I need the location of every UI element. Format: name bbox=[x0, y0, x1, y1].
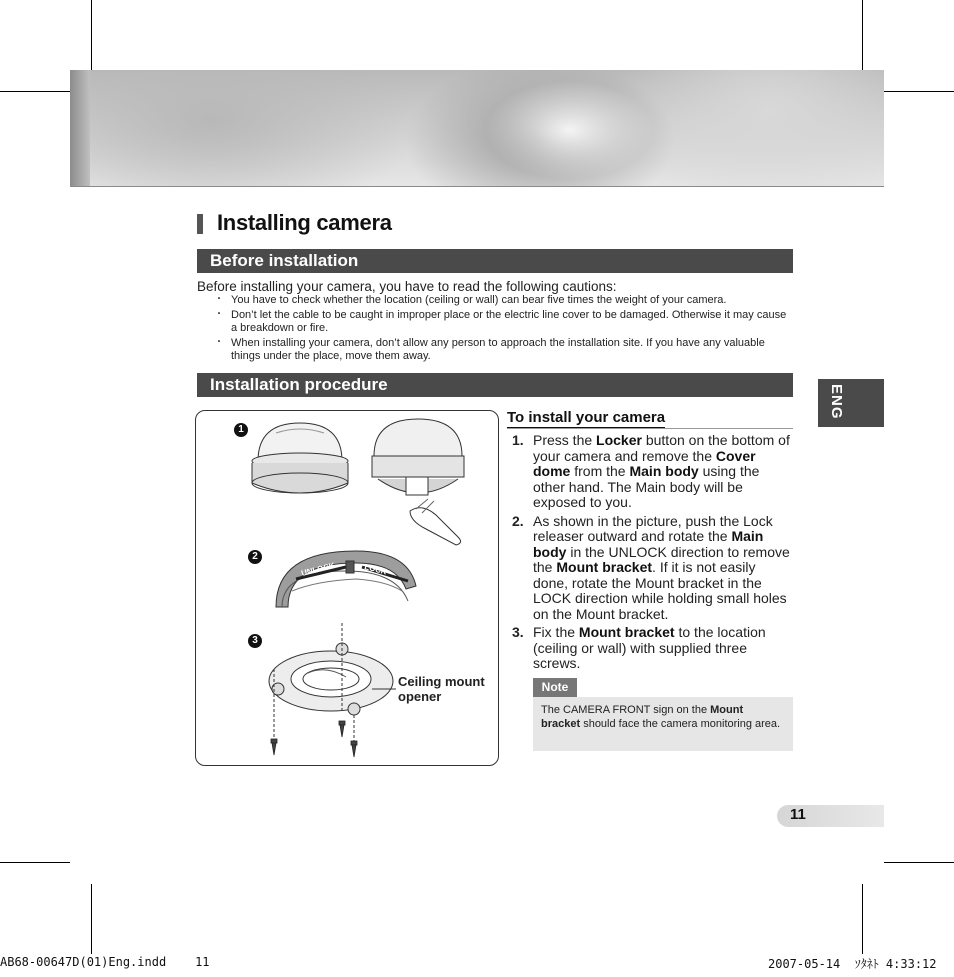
crop-mark-top-right-h bbox=[884, 91, 954, 92]
print-footer-timestamp: 2007-05-14 ｿﾀﾈﾄ 4:33:12 bbox=[768, 957, 937, 971]
note-box bbox=[533, 697, 793, 751]
crop-mark-bottom-left-v bbox=[91, 884, 92, 954]
step-badge: 2 bbox=[248, 550, 262, 564]
cautions-list bbox=[216, 294, 791, 365]
bold-term: Mount bracket bbox=[556, 559, 653, 575]
ceiling-mount-opener-label bbox=[398, 674, 485, 704]
install-step bbox=[510, 625, 794, 672]
bracket-unlock-illustration bbox=[276, 551, 416, 607]
crop-mark-top-right-v bbox=[862, 0, 863, 70]
step-number: 2. bbox=[512, 512, 524, 529]
step-text: Fix the Mount bracket to the location (ceiling or wall) with supplied three screws. bbox=[533, 624, 766, 671]
page-number: 11 bbox=[790, 806, 806, 823]
banner-edge bbox=[70, 70, 90, 186]
caution-item: ・ You have to check whether the location (ceiling or wall) can bear five times the weight of your camera. bbox=[216, 294, 791, 308]
bold-term: Mount bracket bbox=[578, 624, 675, 640]
step-badge: 3 bbox=[248, 634, 262, 648]
caution-item: ・ Don’t let the cable to be caught in improper place or the electric line cover to be damaged. Otherwise it may cause a breakdown or fire. bbox=[216, 309, 791, 336]
installation-illustration bbox=[196, 411, 498, 765]
section-heading-before-installation: Before installation bbox=[197, 249, 793, 273]
bold-term: Mount bracket bbox=[541, 704, 744, 730]
crop-mark-top-left-v bbox=[91, 0, 92, 70]
language-tab-label: ENG bbox=[828, 384, 845, 420]
crop-mark-bottom-left-h bbox=[0, 862, 70, 863]
callout-line: Ceiling mount bbox=[398, 674, 485, 689]
procedure-subheading: To install your camera bbox=[507, 409, 666, 426]
crop-mark-top-left-h bbox=[0, 91, 70, 92]
header-banner-image bbox=[70, 70, 884, 187]
language-tab bbox=[818, 379, 884, 427]
title-marker-gap bbox=[203, 214, 205, 234]
step-text: As shown in the picture, push the Lock releaser outward and rotate the Main body in the UNLOCK direction to remove the Mount bracket. If it is not easily done, rotate the Mount bracket in the LOCK direction while holding small holes on the Mount bracket. bbox=[533, 512, 790, 622]
unlock-label: UNLOCK bbox=[300, 560, 336, 578]
callout-line: opener bbox=[398, 689, 442, 704]
bold-term: Cover dome bbox=[533, 447, 756, 479]
intro-text: Before installing your camera, you have to read the following cautions: bbox=[197, 279, 617, 294]
crop-mark-bottom-right-h bbox=[884, 862, 954, 863]
print-footer-file: AB68-00647D(01)Eng.indd 11 bbox=[0, 955, 210, 969]
screw-icon bbox=[271, 721, 357, 757]
bold-term: Locker bbox=[596, 432, 642, 448]
camera-open-illustration bbox=[372, 419, 464, 545]
caution-item: ・ When installing your camera, don’t allow any person to approach the installation site. If you have any valuable things under the place, move them away. bbox=[216, 337, 791, 364]
page-title: Installing camera bbox=[217, 210, 392, 235]
step-number: 3. bbox=[512, 624, 524, 640]
install-steps-list bbox=[510, 433, 794, 675]
note-label: Note bbox=[533, 678, 577, 697]
step-badge: 1 bbox=[234, 423, 248, 437]
crop-mark-bottom-right-v bbox=[862, 884, 863, 954]
note-text: The CAMERA FRONT sign on the Mount bracket should face the camera monitoring area. bbox=[541, 704, 781, 730]
step-text: Press the Locker button on the bottom of your camera and remove the Cover dome from the Main body using the other hand. The Main body will be exposed to you. bbox=[533, 432, 790, 510]
lock-label: LOCK bbox=[363, 562, 388, 577]
install-step bbox=[510, 514, 794, 623]
install-step bbox=[510, 433, 794, 511]
mount-bracket-illustration bbox=[269, 623, 393, 751]
step-number: 1. bbox=[512, 432, 524, 448]
bold-term: Main body bbox=[533, 528, 764, 560]
camera-dome-illustration bbox=[252, 423, 348, 493]
bold-term: Main body bbox=[629, 463, 699, 479]
section-heading-installation-procedure: Installation procedure bbox=[197, 373, 793, 397]
subheading-rule bbox=[507, 428, 793, 429]
